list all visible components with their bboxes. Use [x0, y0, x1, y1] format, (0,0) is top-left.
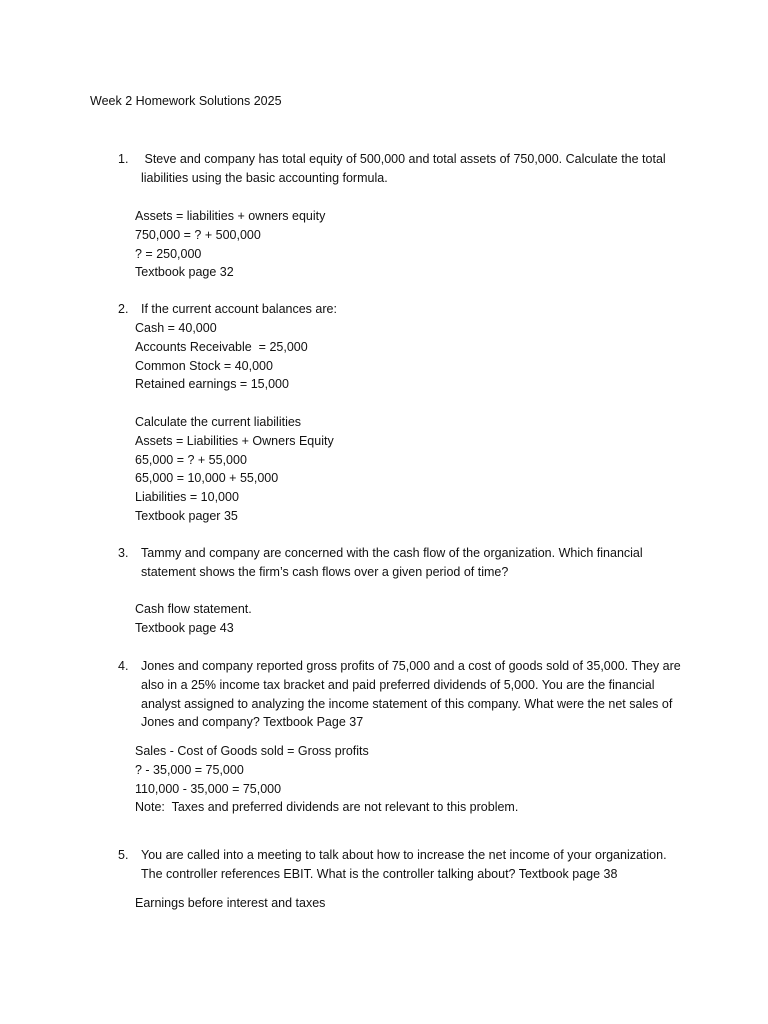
question-number: 4. [118, 659, 129, 673]
answer-1 [135, 207, 695, 282]
answer-line: Earnings before interest and taxes [135, 896, 326, 910]
balance-line: Accounts Receivable = 25,000 [135, 339, 308, 354]
question-number: 3. [118, 546, 129, 560]
answer-line: 750,000 = ? + 500,000 [135, 227, 261, 242]
answer-2 [135, 413, 695, 526]
balance-line: Cash = 40,000 [135, 321, 217, 335]
answer-line: Liabilities = 10,000 [135, 490, 239, 505]
balance-line: Common Stock = 40,000 [135, 358, 273, 373]
answer-4 [135, 742, 695, 817]
answer-line: Note: Taxes and preferred dividends are not relevant to this problem. [135, 800, 519, 815]
answer-line: 65,000 = 10,000 + 55,000 [135, 471, 279, 486]
balance-line: Retained earnings = 15,000 [135, 377, 289, 392]
answer-line: 110,000 - 35,000 = 75,000 [135, 781, 282, 796]
question-text: Steve and company has total equity of 500,000 and total assets of 750,000. Calculate the total liabilities using the basic accounting formula. [141, 152, 670, 185]
answer-line: Assets = liabilities + owners equity [135, 209, 326, 223]
question-text: If the current account balances are: [141, 302, 337, 316]
question-text: You are called into a meeting to talk about how to increase the net income of your organization. The controller references EBIT. What is the controller talking about? Textbook page 38 [141, 848, 667, 881]
answer-line: Calculate the current liabilities [135, 415, 302, 429]
answer-3 [135, 600, 695, 638]
question-number: 1. [118, 152, 129, 166]
question-text: Jones and company reported gross profits of 75,000 and a cost of goods sold of 35,000. They are also in a 25% income tax bracket and paid preferred dividends of 5,000. You are the financial analyst assigned to analyzing the income statement of this company. What were the net sales of Jones and company? Textbook Page 37 [141, 659, 681, 730]
answer-line: ? - 35,000 = 75,000 [135, 762, 244, 777]
answer-line: 65,000 = ? + 55,000 [135, 452, 247, 467]
answer-line: Textbook page 43 [135, 620, 234, 635]
page-title: Week 2 Homework Solutions 2025 [90, 94, 282, 108]
account-balances [135, 319, 695, 394]
answer-line: Assets = Liabilities + Owners Equity [135, 433, 334, 448]
answer-5 [135, 894, 695, 913]
answer-line: Cash flow statement. [135, 602, 252, 616]
question-number: 2. [118, 302, 129, 316]
answer-line: Textbook page 32 [135, 265, 234, 280]
answer-line: ? = 250,000 [135, 246, 202, 261]
answer-line: Textbook pager 35 [135, 508, 238, 523]
question-number: 5. [118, 848, 129, 862]
question-text: Tammy and company are concerned with the cash flow of the organization. Which financial statement shows the firm’s cash flows over a given period of time? [141, 546, 643, 579]
answer-line: Sales - Cost of Goods sold = Gross profits [135, 744, 369, 758]
